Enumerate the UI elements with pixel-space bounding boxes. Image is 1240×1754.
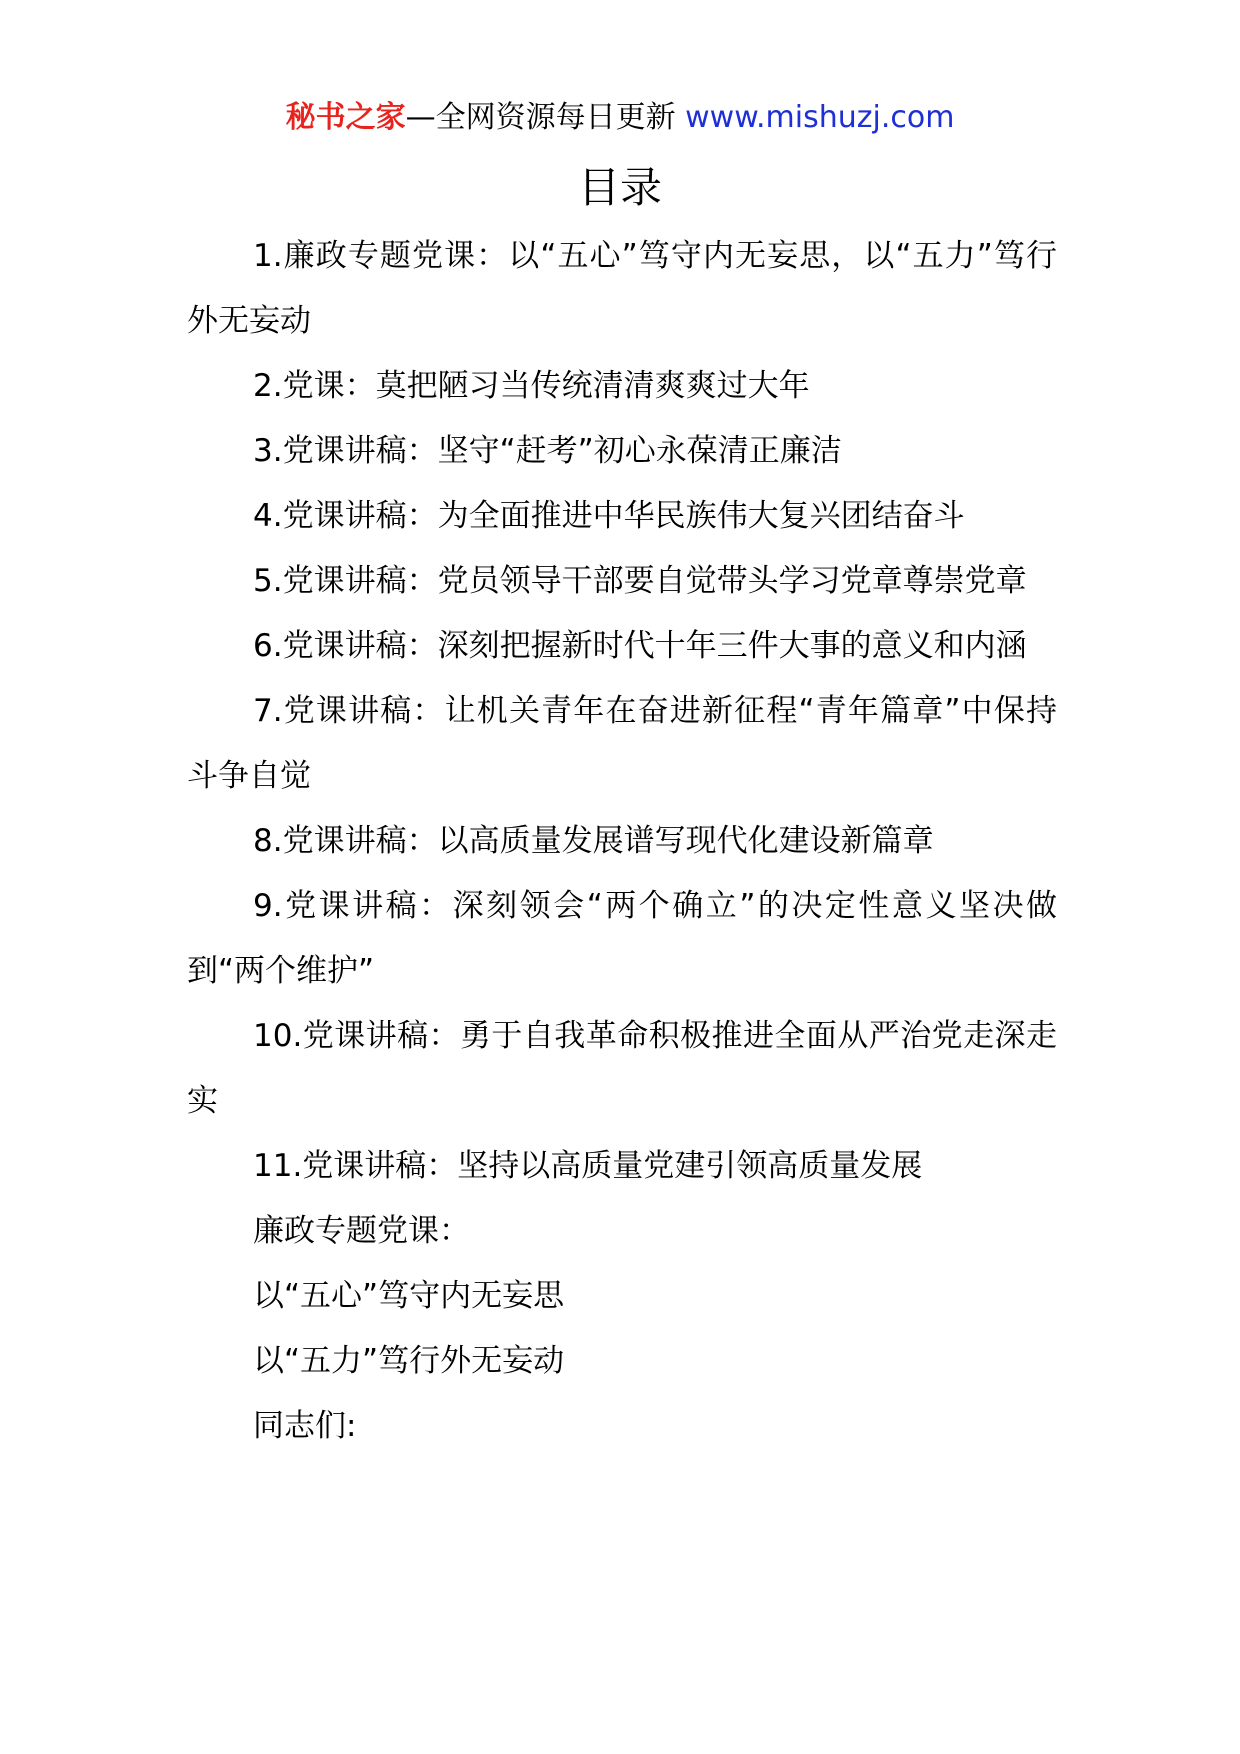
toc-item: 8.党课讲稿：以高质量发展谱写现代化建设新篇章 [253,823,934,859]
watermark-header [0,98,1240,138]
toc-item: 11.党课讲稿：坚持以高质量党建引领高质量发展 [253,1148,923,1184]
site-url-link[interactable]: www.mishuzj.com [685,100,955,135]
brand-name: 秘书之家 [285,100,406,135]
toc-item: 9.党课讲稿：深刻领会“两个确立”的决定性意义坚决做到“两个维护” [187,888,1057,989]
section-label: 廉政专题党课： [253,1213,470,1249]
page-title: 目录 [577,163,662,212]
section-subtitle-1: 以“五心”笃守内无妄思 [253,1278,565,1314]
toc-item: 6.党课讲稿：深刻把握新时代十年三件大事的意义和内涵 [253,628,1027,664]
toc-item: 1.廉政专题党课：以“五心”笃守内无妄思，以“五力”笃行外无妄动 [187,238,1057,339]
toc-item: 4.党课讲稿：为全面推进中华民族伟大复兴团结奋斗 [253,498,965,534]
header-tagline: —全网资源每日更新 [405,100,676,135]
toc-item: 5.党课讲稿：党员领导干部要自觉带头学习党章尊崇党章 [253,563,1027,599]
toc-item: 2.党课：莫把陋习当传统清清爽爽过大年 [253,368,810,404]
toc-item: 10.党课讲稿：勇于自我革命积极推进全面从严治党走深走实 [187,1018,1057,1119]
greeting: 同志们: [253,1408,357,1444]
toc-item: 7.党课讲稿：让机关青年在奋进新征程“青年篇章”中保持斗争自觉 [187,693,1057,794]
toc-item: 3.党课讲稿：坚守“赶考”初心永葆清正廉洁 [253,433,842,469]
section-subtitle-2: 以“五力”笃行外无妄动 [253,1343,565,1379]
document-body [187,224,1057,1459]
